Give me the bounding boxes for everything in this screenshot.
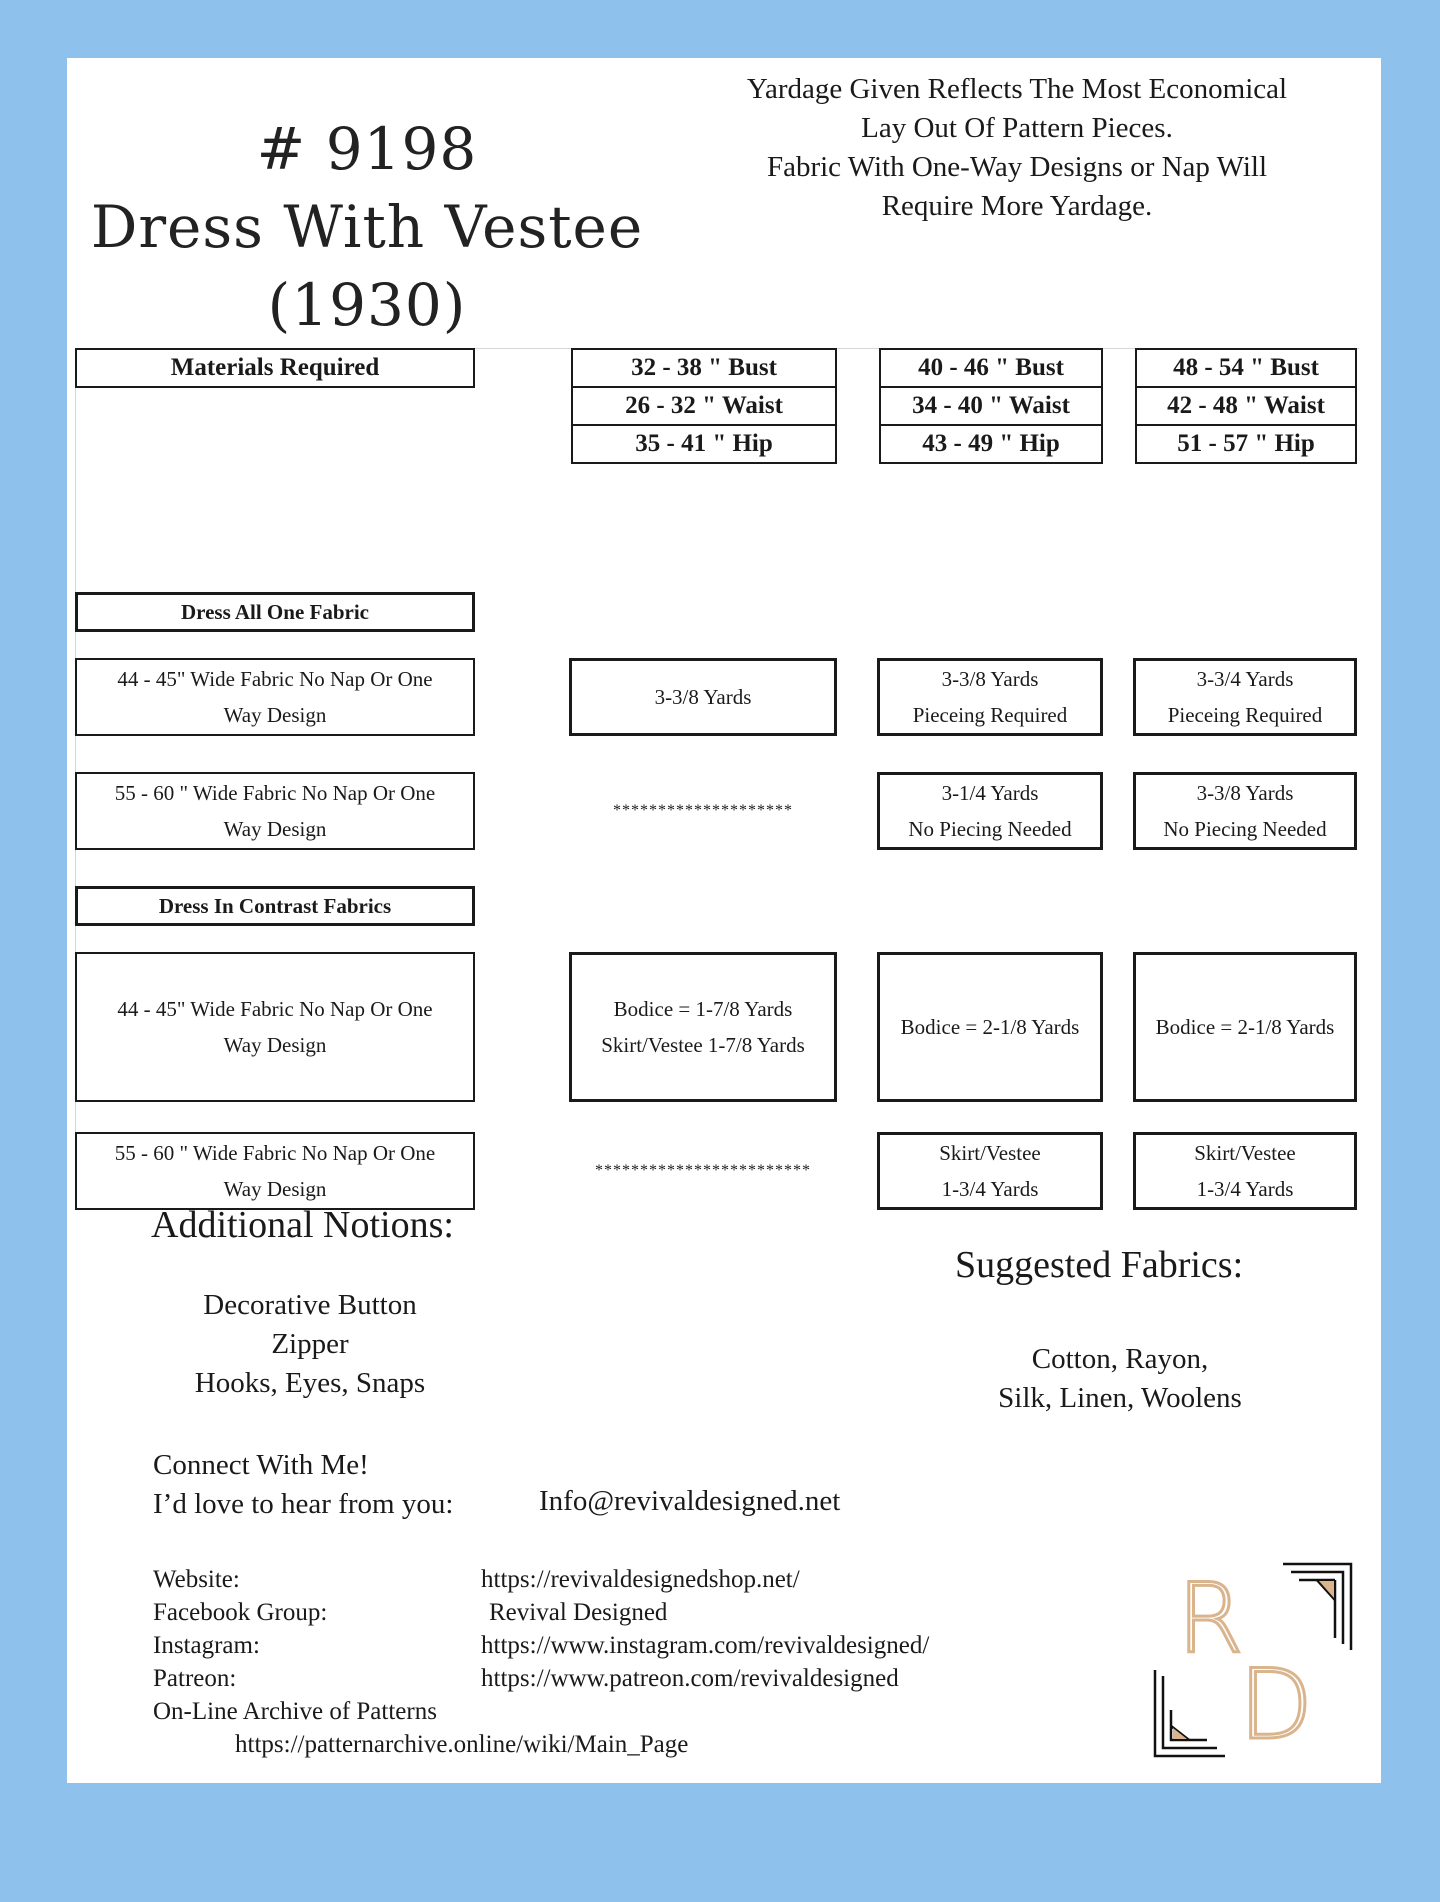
cell-contrast-44-size2: Bodice = 2-1/8 Yards bbox=[877, 952, 1103, 1102]
row-55-60-one-fabric-label: 55 - 60 " Wide Fabric No Nap Or One Way Design bbox=[75, 772, 475, 850]
revival-designed-logo bbox=[1143, 1560, 1363, 1760]
pattern-number: # 9198 bbox=[256, 115, 478, 183]
cell-one-fabric-44-size1: 3-3/8 Yards bbox=[569, 658, 837, 736]
list-item: Decorative Button bbox=[203, 1289, 417, 1321]
materials-table bbox=[75, 348, 1359, 1201]
archive-label: On-Line Archive of Patterns bbox=[153, 1698, 437, 1725]
cell-contrast-44-size3: Bodice = 2-1/8 Yards bbox=[1133, 952, 1357, 1102]
connect-section bbox=[153, 1446, 453, 1524]
list-item: Cotton, Rayon, bbox=[1031, 1343, 1209, 1375]
section-contrast-fabrics: Dress In Contrast Fabrics bbox=[75, 886, 475, 926]
list-item: Zipper bbox=[271, 1328, 349, 1360]
facebook-label: Facebook Group: bbox=[153, 1599, 328, 1626]
cell-one-fabric-55-size2: 3-1/4 Yards No Piecing Needed bbox=[877, 772, 1103, 850]
size1-hip: 35 - 41 " Hip bbox=[571, 424, 837, 464]
section-all-one-fabric: Dress All One Fabric bbox=[75, 592, 475, 632]
connect-heading: Connect With Me! bbox=[153, 1449, 369, 1481]
website-label: Website: bbox=[153, 1566, 240, 1593]
patreon-label: Patreon: bbox=[153, 1665, 237, 1692]
cell-contrast-44-size1: Bodice = 1-7/8 Yards Skirt/Vestee 1-7/8 Yards bbox=[569, 952, 837, 1102]
size3-waist: 42 - 48 " Waist bbox=[1135, 386, 1357, 426]
cell-one-fabric-55-size1: ******************** bbox=[613, 802, 793, 819]
cell-contrast-55-size1: ************************ bbox=[595, 1162, 811, 1179]
size2-waist: 34 - 40 " Waist bbox=[879, 386, 1103, 426]
instagram-label: Instagram: bbox=[153, 1632, 260, 1659]
logo-letter-r: R bbox=[1177, 1563, 1244, 1675]
connect-subheading: I’d love to hear from you: bbox=[153, 1488, 454, 1520]
patreon-link[interactable]: https://www.patreon.com/revivaldesigned bbox=[481, 1665, 899, 1692]
instagram-link[interactable]: https://www.instagram.com/revivaldesigned/ bbox=[481, 1632, 930, 1659]
cell-contrast-55-size3: Skirt/Vestee 1-3/4 Yards bbox=[1133, 1132, 1357, 1210]
notions-heading: Additional Notions: bbox=[151, 1204, 454, 1246]
size1-waist: 26 - 32 " Waist bbox=[571, 386, 837, 426]
facebook-link[interactable]: Revival Designed bbox=[489, 1599, 668, 1626]
pattern-title bbox=[87, 110, 647, 344]
list-item: Hooks, Eyes, Snaps bbox=[194, 1367, 426, 1399]
cell-one-fabric-55-size3: 3-3/8 Yards No Piecing Needed bbox=[1133, 772, 1357, 850]
email-link[interactable]: Info@revivaldesigned.net bbox=[539, 1485, 841, 1517]
row-44-45-contrast-label: 44 - 45" Wide Fabric No Nap Or One Way Design bbox=[75, 952, 475, 1102]
archive-link[interactable]: https://patternarchive.online/wiki/Main_Page bbox=[235, 1731, 689, 1758]
fabrics-heading: Suggested Fabrics: bbox=[955, 1244, 1244, 1286]
pattern-sheet bbox=[67, 58, 1381, 1783]
size1-bust: 32 - 38 " Bust bbox=[571, 348, 837, 388]
size2-bust: 40 - 46 " Bust bbox=[879, 348, 1103, 388]
list-item: Silk, Linen, Woolens bbox=[998, 1382, 1242, 1414]
cell-contrast-55-size2: Skirt/Vestee 1-3/4 Yards bbox=[877, 1132, 1103, 1210]
fabrics-list bbox=[947, 1340, 1293, 1418]
materials-required-header: Materials Required bbox=[75, 348, 475, 388]
pattern-name: Dress With Vestee bbox=[90, 193, 644, 261]
cell-one-fabric-44-size2: 3-3/8 Yards Pieceing Required bbox=[877, 658, 1103, 736]
size3-bust: 48 - 54 " Bust bbox=[1135, 348, 1357, 388]
notions-list bbox=[147, 1286, 473, 1403]
row-44-45-one-fabric-label: 44 - 45" Wide Fabric No Nap Or One Way Design bbox=[75, 658, 475, 736]
pattern-year: (1930) bbox=[267, 271, 467, 339]
row-55-60-contrast-label: 55 - 60 " Wide Fabric No Nap Or One Way Design bbox=[75, 1132, 475, 1210]
logo-letter-d: D bbox=[1239, 1649, 1313, 1760]
website-link[interactable]: https://revivaldesignedshop.net/ bbox=[481, 1566, 800, 1593]
yardage-note: Yardage Given Reflects The Most Economical Lay Out Of Pattern Pieces. Fabric With One-Way Designs or Nap Will Require More Yardage. bbox=[746, 73, 1288, 222]
cell-one-fabric-44-size3: 3-3/4 Yards Pieceing Required bbox=[1133, 658, 1357, 736]
size2-hip: 43 - 49 " Hip bbox=[879, 424, 1103, 464]
size3-hip: 51 - 57 " Hip bbox=[1135, 424, 1357, 464]
